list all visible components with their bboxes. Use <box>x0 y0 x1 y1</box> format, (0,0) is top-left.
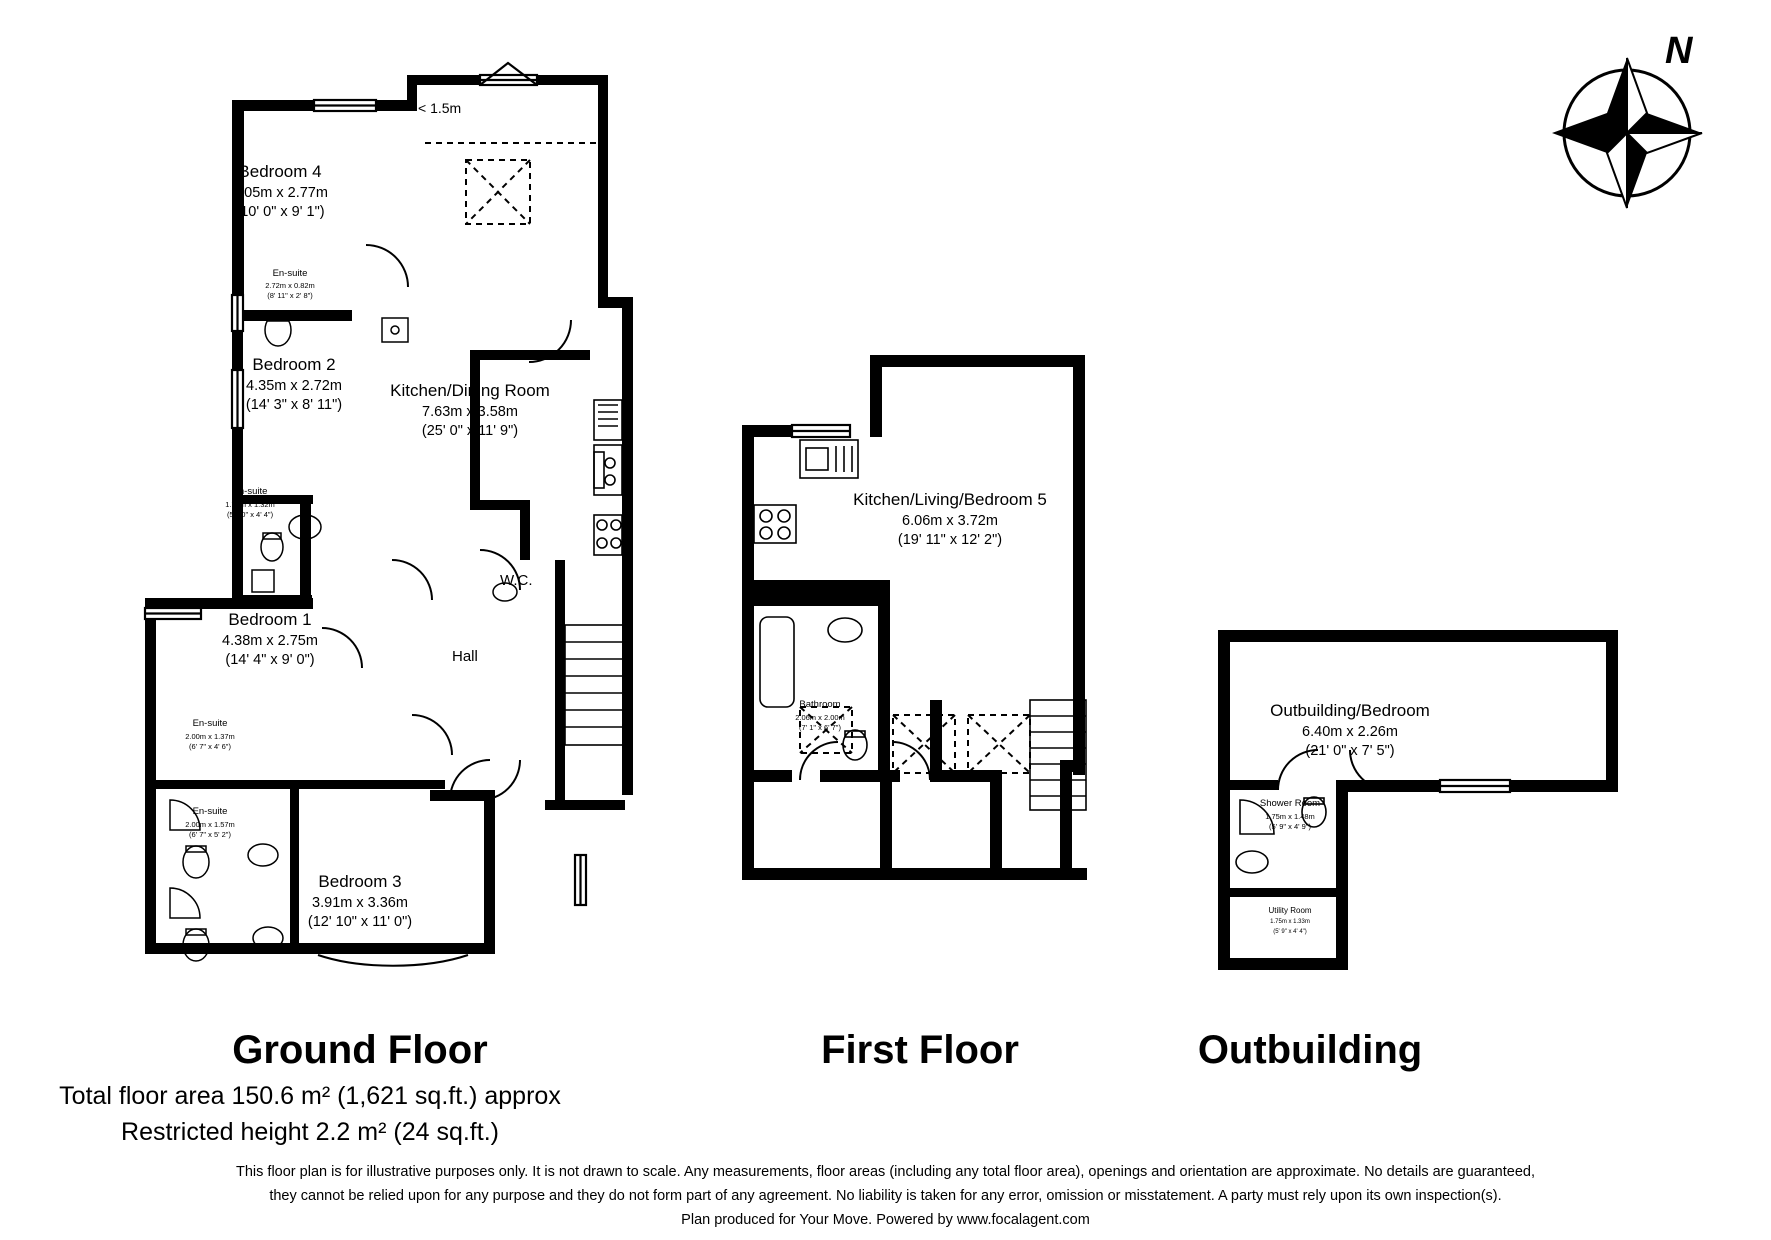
floor-title-ground: Ground Floor <box>232 1028 488 1072</box>
room-label-ensuite-2: En-suite <box>232 486 268 497</box>
room-dim-bedroom-4-imperial: (10' 0" x 9' 1") <box>235 204 325 220</box>
room-dim-shower-room-imperial: (5' 9" x 4' 9") <box>1269 822 1311 831</box>
room-label-utility-room: Utility Room <box>1268 906 1312 915</box>
room-label-bedroom-4: Bedroom 4 <box>238 162 322 181</box>
room-label-ensuite-1: En-suite <box>272 268 308 279</box>
room-label-bedroom-1: Bedroom 1 <box>228 610 312 629</box>
room-dim-bathroom-metric: 2.06m x 2.00m <box>795 713 845 722</box>
room-dim-bedroom-4-metric: 3.05m x 2.77m <box>232 185 328 201</box>
room-dim-utility-room-imperial: (5' 9" x 4' 4") <box>1273 929 1307 935</box>
room-label-bedroom-2: Bedroom 2 <box>252 355 336 374</box>
room-label-kitchen-living-bedroom-5: Kitchen/Living/Bedroom 5 <box>853 490 1047 509</box>
room-dim-bedroom-1-imperial: (14' 4" x 9' 0") <box>225 652 315 668</box>
room-dim-utility-room-metric: 1.75m x 1.33m <box>1270 919 1310 925</box>
floor-title-first: First Floor <box>821 1028 1019 1072</box>
room-dim-ensuite-2-imperial: (5' 10" x 4' 4") <box>226 510 274 519</box>
room-label-shower-room: Shower Room <box>1259 798 1321 809</box>
first-floor-fixtures <box>754 425 1086 810</box>
room-label-hall: Hall <box>452 648 478 665</box>
room-dim-kitchen-living-bedroom-5-imperial: (19' 11" x 12' 2") <box>897 532 1003 548</box>
room-dim-ensuite-2-metric: 1.78m x 1.32m <box>225 500 275 509</box>
room-dim-bedroom-3-imperial: (12' 10" x 11' 0") <box>307 914 413 930</box>
room-label-ensuite-3: En-suite <box>192 718 228 729</box>
room-label-wc: W.C. <box>500 572 533 589</box>
room-label-bedroom-3: Bedroom 3 <box>318 872 402 891</box>
room-label-bathroom: Bathroom <box>799 699 841 710</box>
room-dim-ensuite-4-imperial: (6' 7" x 5' 2") <box>189 830 231 839</box>
room-dim-outbuilding-bedroom-imperial: (21' 0" x 7' 5") <box>1305 743 1395 759</box>
restricted-height-area: Restricted height 2.2 m² (24 sq.ft.) <box>121 1118 499 1146</box>
compass-north-label: N <box>1665 30 1693 72</box>
room-dim-ensuite-3-metric: 2.00m x 1.37m <box>185 732 235 741</box>
room-dim-bedroom-1-metric: 4.38m x 2.75m <box>222 633 318 649</box>
first-floor-plan <box>742 355 1087 880</box>
room-dim-bathroom-imperial: (7' 1" x 6' 7") <box>799 723 841 732</box>
restricted-height-note: < 1.5m <box>418 100 462 116</box>
room-dim-ensuite-4-metric: 2.00m x 1.57m <box>185 820 235 829</box>
room-dim-bedroom-3-metric: 3.91m x 3.36m <box>312 895 408 911</box>
room-dim-outbuilding-bedroom-metric: 6.40m x 2.26m <box>1302 724 1398 740</box>
room-dim-ensuite-1-imperial: (8' 11" x 2' 8") <box>267 291 313 300</box>
room-label-outbuilding-bedroom: Outbuilding/Bedroom <box>1270 701 1430 720</box>
room-dim-bedroom-2-imperial: (14' 3" x 8' 11") <box>245 397 343 413</box>
floor-title-outbuilding: Outbuilding <box>1197 1028 1423 1072</box>
disclaimer-line-1: This floor plan is for illustrative purposes only. It is not drawn to scale. Any measurements, floor areas (including any total floor area), openings and orientation are approximate. No details are guaranteed, <box>236 1164 1535 1180</box>
room-dim-shower-room-metric: 1.75m x 1.48m <box>1265 812 1315 821</box>
room-dim-kitchen-dining-metric: 7.63m x 3.58m <box>422 404 518 420</box>
compass-rose <box>1552 58 1702 208</box>
total-floor-area: Total floor area 150.6 m² (1,621 sq.ft.) approx <box>59 1082 561 1110</box>
room-dim-kitchen-dining-imperial: (25' 0" x 11' 9") <box>421 423 519 439</box>
room-dim-bedroom-2-metric: 4.35m x 2.72m <box>246 378 342 394</box>
disclaimer-line-3: Plan produced for Your Move. Powered by www.focalagent.com <box>681 1212 1090 1228</box>
room-dim-ensuite-1-metric: 2.72m x 0.82m <box>265 281 315 290</box>
disclaimer-line-2: they cannot be relied upon for any purpose and they do not form part of any agreement. No liability is taken for any error, omission or misstatement. A party must rely upon its own inspection(s). <box>269 1188 1502 1204</box>
room-dim-kitchen-living-bedroom-5-metric: 6.06m x 3.72m <box>902 513 998 529</box>
room-dim-ensuite-3-imperial: (6' 7" x 4' 6") <box>189 742 231 751</box>
room-label-ensuite-4: En-suite <box>192 806 228 817</box>
room-label-kitchen-dining: Kitchen/Dining Room <box>390 381 550 400</box>
